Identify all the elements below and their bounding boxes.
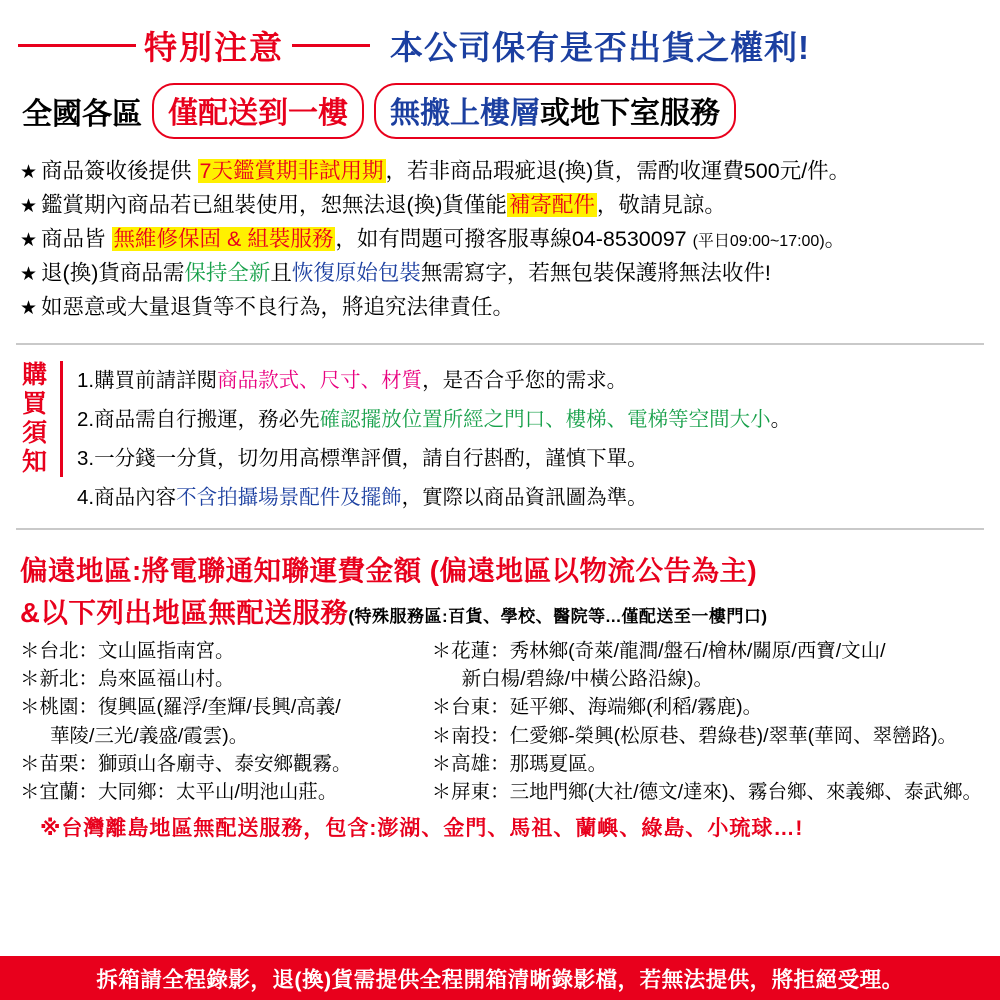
area-item: ＊台北：文山區指南宮。 <box>20 639 235 662</box>
notice-text: 4.商品內容 <box>77 485 177 509</box>
bullet-highlight: 補寄配件 <box>508 192 595 217</box>
bullet-highlight: 7天鑑賞期非試用期 <box>199 159 384 183</box>
notice-item <box>77 480 791 510</box>
bullet-highlight: 保持全新 <box>184 260 271 285</box>
notice-item <box>77 363 791 393</box>
bullet-row <box>20 189 982 223</box>
bullet-row <box>20 155 982 189</box>
notice-text: ，是否合乎您的需求。 <box>422 368 628 392</box>
remote-area-block <box>0 530 1000 843</box>
notice-highlight: 不含拍攝場景配件及擺飾 <box>176 485 402 509</box>
purchase-notice-block <box>0 345 1000 510</box>
header-rule-right <box>292 44 370 47</box>
bullet-row <box>20 223 982 257</box>
notice-title-char: 知 <box>22 447 49 476</box>
notice-text: 1.購買前請詳閱 <box>77 368 218 392</box>
no-carry-text: 無搬上樓層 <box>390 97 540 130</box>
area-item: ＊花蓮：秀林鄉(奇萊/龍澗/盤石/檜林/關原/西寶/文山/ <box>431 639 886 662</box>
bullet-text: 鑑賞期內商品若已組裝使用，恕無法退(換)貨僅能 <box>41 192 507 217</box>
bullet-row <box>20 257 982 291</box>
notice-item <box>77 402 791 432</box>
remote-heading-secondary <box>20 590 982 630</box>
remote-column-left <box>20 637 420 807</box>
star-icon: ★ <box>20 195 38 217</box>
star-icon: ★ <box>20 229 38 251</box>
notice-highlight: 確認擺放位置所經之門口、樓梯、電梯等空間大小 <box>319 407 771 431</box>
star-icon: ★ <box>20 297 38 319</box>
bullet-text: 退(換)貨商品需 <box>41 260 185 285</box>
area-item: ＊桃園：復興區(羅浮/奎輝/長興/高義/ <box>20 696 341 719</box>
bullet-text: ，若非商品瑕疵退(換)貨，需酌收運費500元/件。 <box>385 159 851 183</box>
terms-bullet-list <box>0 139 1000 325</box>
bullet-text: 如惡意或大量退貨等不良行為，將追究法律責任。 <box>41 294 515 319</box>
notice-highlight: 商品款式、尺寸、材質 <box>217 368 423 392</box>
bullet-text: 。 <box>824 226 847 251</box>
area-item: ＊台東：延平鄉、海端鄉(利稻/霧鹿)。 <box>431 696 763 719</box>
bullet-highlight: 恢復原始包裝 <box>291 260 421 285</box>
area-item: ＊宜蘭：大同鄉：太平山/明池山莊。 <box>20 781 338 804</box>
notice-item <box>77 441 791 471</box>
header-subtitle: 本公司保有是否出貨之權利! <box>390 29 810 66</box>
notice-title-char: 購 <box>22 360 49 389</box>
remote-heading-sub: (特殊服務區:百貨、學校、醫院等...僅配送至一樓門口) <box>348 606 768 626</box>
remote-heading-primary: 偏遠地區:將電聯通知聯運費金額 (偏遠地區以物流公告為主) <box>20 554 758 586</box>
page-title: 特別注意 <box>144 29 284 66</box>
bullet-text: 商品簽收後提供 <box>41 159 198 183</box>
purchase-notice-title <box>22 361 63 477</box>
bullet-text: 無需寫字，若無包裝保護將無法收件! <box>420 260 771 285</box>
area-item-continued: 華陵/三光/義盛/霞雲)。 <box>50 724 249 747</box>
area-item: ＊新北：烏來區福山村。 <box>20 668 235 691</box>
bullet-text: ，如有問題可撥客服專線04-8530097 <box>335 226 693 251</box>
area-item: ＊苗栗：獅頭山各廟寺、泰安鄉觀霧。 <box>20 752 352 775</box>
notice-text: 。 <box>770 407 792 431</box>
star-icon: ★ <box>20 263 38 285</box>
delivery-pill-ground-floor: 僅配送到一樓 <box>152 83 364 139</box>
notice-text: ，實際以商品資訊圖為準。 <box>401 485 648 509</box>
bullet-text: ，敬請見諒。 <box>596 192 726 217</box>
remote-column-right <box>420 637 982 807</box>
delivery-scope-line <box>0 69 1000 139</box>
area-item: ＊屏東：三地門鄉(大社/德文/達來)、霧台鄉、來義鄉、泰武鄉。 <box>431 781 982 804</box>
purchase-notice-list <box>77 361 791 510</box>
notice-title-char: 買 <box>22 389 49 418</box>
notice-text: 2.商品需自行搬運，務必先 <box>77 407 320 431</box>
remote-heading-main: &以下列出地區無配送服務 <box>20 596 349 628</box>
bullet-text: 且 <box>270 260 292 285</box>
star-icon: ★ <box>20 162 38 183</box>
remote-area-columns <box>20 637 982 807</box>
page-header <box>0 0 1000 69</box>
notice-text: 3.一分錢一分貨，切勿用高標準評價，請自行斟酌，謹慎下單。 <box>77 446 648 470</box>
header-rule-left <box>18 44 136 47</box>
service-hours: (平日09:00~17:00) <box>692 232 825 250</box>
island-notice: ※台灣離島地區無配送服務，包含:澎湖、金門、馬祖、蘭嶼、綠島、小琉球…! <box>40 817 804 841</box>
bullet-row <box>20 291 982 325</box>
delivery-pill-no-carry <box>374 83 736 139</box>
notice-title-char: 須 <box>22 418 49 447</box>
no-basement-text: 或地下室服務 <box>540 97 720 130</box>
bullet-highlight: 無維修保固 & 組裝服務 <box>113 226 334 251</box>
bullet-text: 商品皆 <box>41 226 112 251</box>
footer-banner <box>0 956 1000 1000</box>
area-item-continued: 新白楊/碧綠/中橫公路沿線)。 <box>461 668 714 691</box>
area-item: ＊高雄：那瑪夏區。 <box>431 752 608 775</box>
delivery-prefix: 全國各區 <box>22 98 142 131</box>
footer-text: 拆箱請全程錄影，退(換)貨需提供全程開箱清晰錄影檔，若無法提供，將拒絕受理。 <box>96 967 904 992</box>
area-item: ＊南投：仁愛鄉-榮興(松原巷、碧綠巷)/翠華(華岡、翠巒路)。 <box>431 724 958 747</box>
